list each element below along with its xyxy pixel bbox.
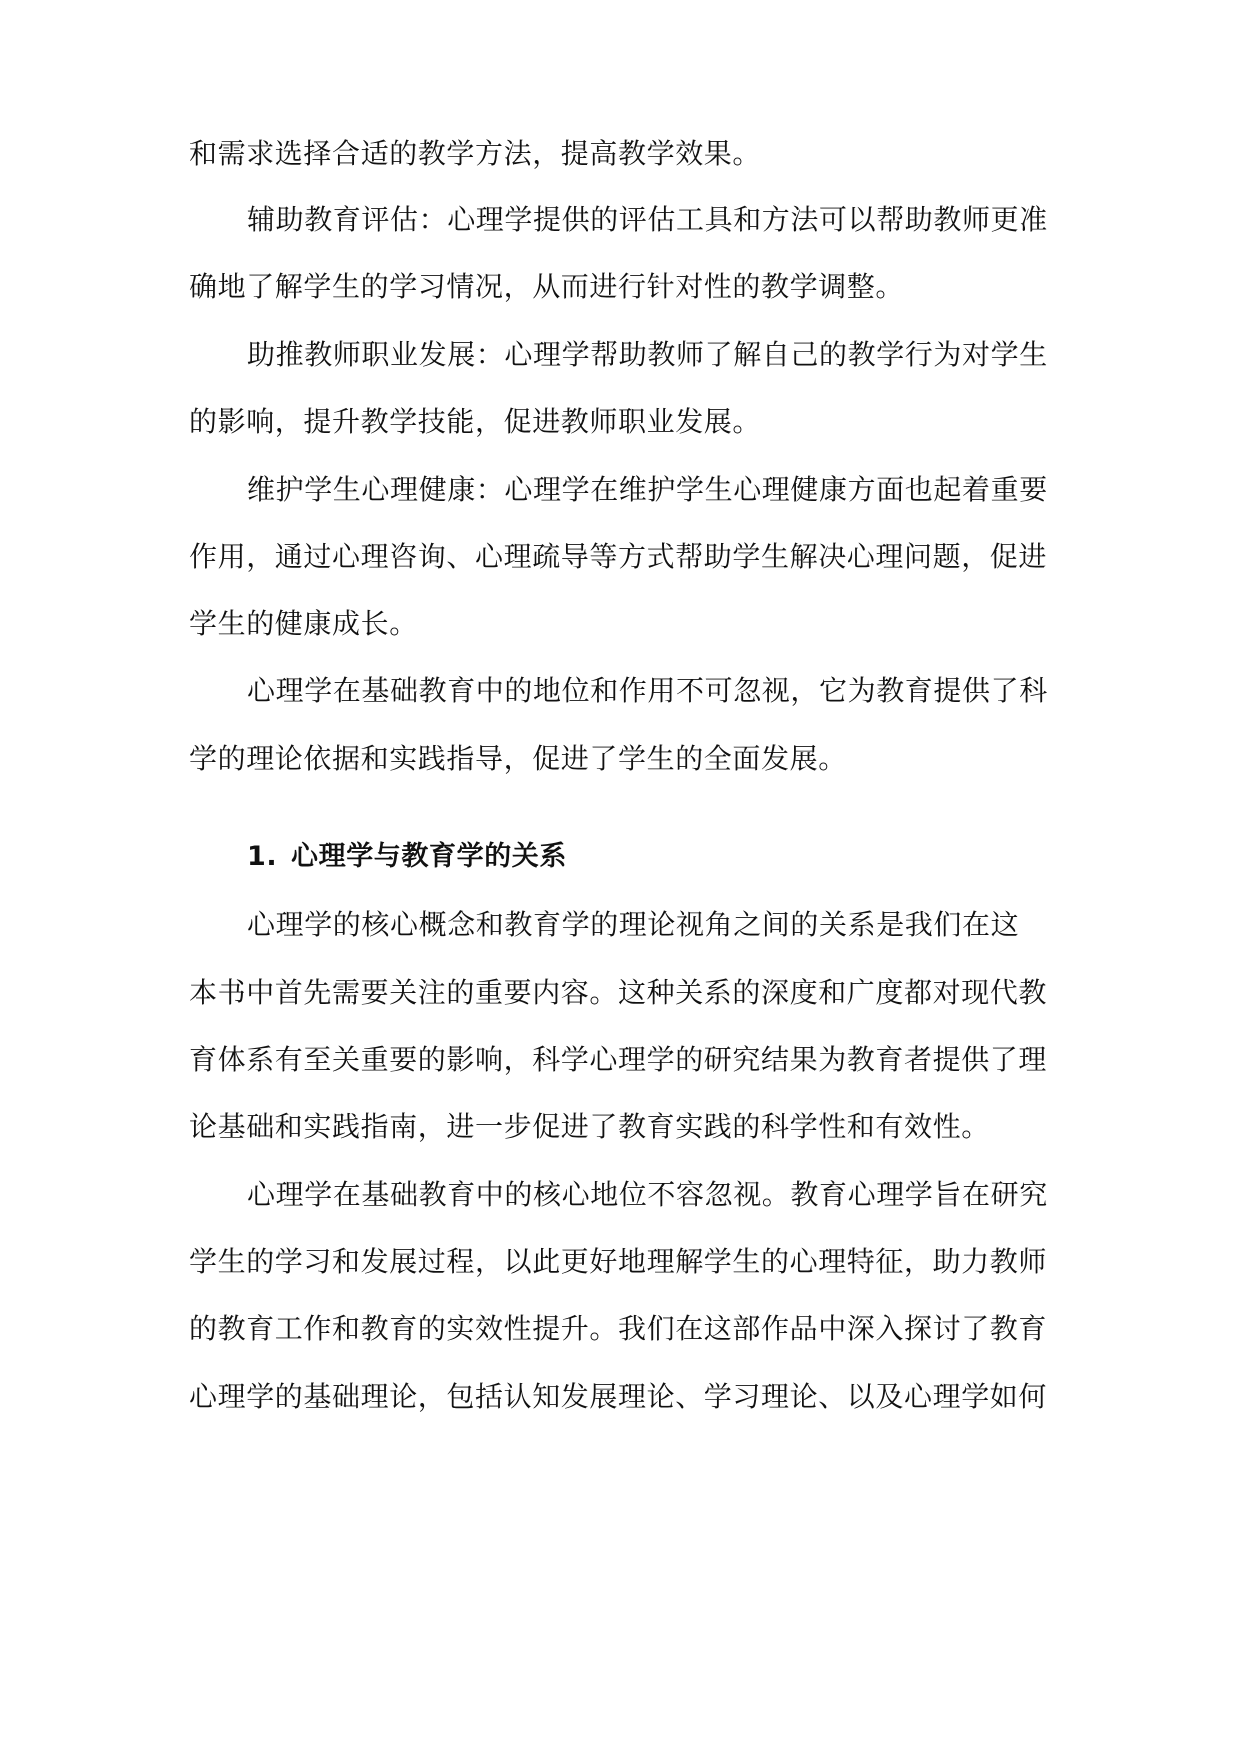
section-number: 1. — [247, 841, 278, 872]
paragraph-line: 心理学的核心概念和教育学的理论视角之间的关系是我们在这 — [247, 908, 1020, 941]
paragraph-line: 维护学生心理健康：心理学在维护学生心理健康方面也起着重要 — [247, 473, 1048, 506]
paragraph-line: 助推教师职业发展：心理学帮助教师了解自己的教学行为对学生 — [247, 338, 1048, 371]
paragraph-line: 辅助教育评估：心理学提供的评估工具和方法可以帮助教师更准 — [247, 203, 1048, 236]
paragraph-line: 论基础和实践指南，进一步促进了教育实践的科学性和有效性。 — [189, 1110, 990, 1143]
paragraph-line: 心理学的基础理论，包括认知发展理论、学习理论、以及心理学如何 — [189, 1380, 1048, 1413]
paragraph-line: 心理学在基础教育中的地位和作用不可忽视，它为教育提供了科 — [247, 674, 1048, 707]
paragraph-line: 作用，通过心理咨询、心理疏导等方式帮助学生解决心理问题，促进 — [189, 540, 1048, 573]
paragraph-line: 和需求选择合适的教学方法，提高教学效果。 — [189, 137, 762, 170]
section-title: 心理学与教育学的关系 — [291, 841, 567, 872]
paragraph-line: 的影响，提升教学技能，促进教师职业发展。 — [189, 405, 762, 438]
paragraph-line: 学生的健康成长。 — [189, 607, 418, 640]
paragraph-line: 学生的学习和发展过程，以此更好地理解学生的心理特征，助力教师 — [189, 1245, 1048, 1278]
section-heading — [247, 837, 567, 877]
paragraph-line: 育体系有至关重要的影响，科学心理学的研究结果为教育者提供了理 — [189, 1043, 1048, 1076]
paragraph-line: 的教育工作和教育的实效性提升。我们在这部作品中深入探讨了教育 — [189, 1312, 1048, 1345]
paragraph-line: 学的理论依据和实践指导，促进了学生的全面发展。 — [189, 742, 847, 775]
paragraph-line: 本书中首先需要关注的重要内容。这种关系的深度和广度都对现代教 — [189, 976, 1048, 1009]
paragraph-line: 确地了解学生的学习情况，从而进行针对性的教学调整。 — [189, 270, 905, 303]
paragraph-line: 心理学在基础教育中的核心地位不容忽视。教育心理学旨在研究 — [247, 1178, 1048, 1211]
